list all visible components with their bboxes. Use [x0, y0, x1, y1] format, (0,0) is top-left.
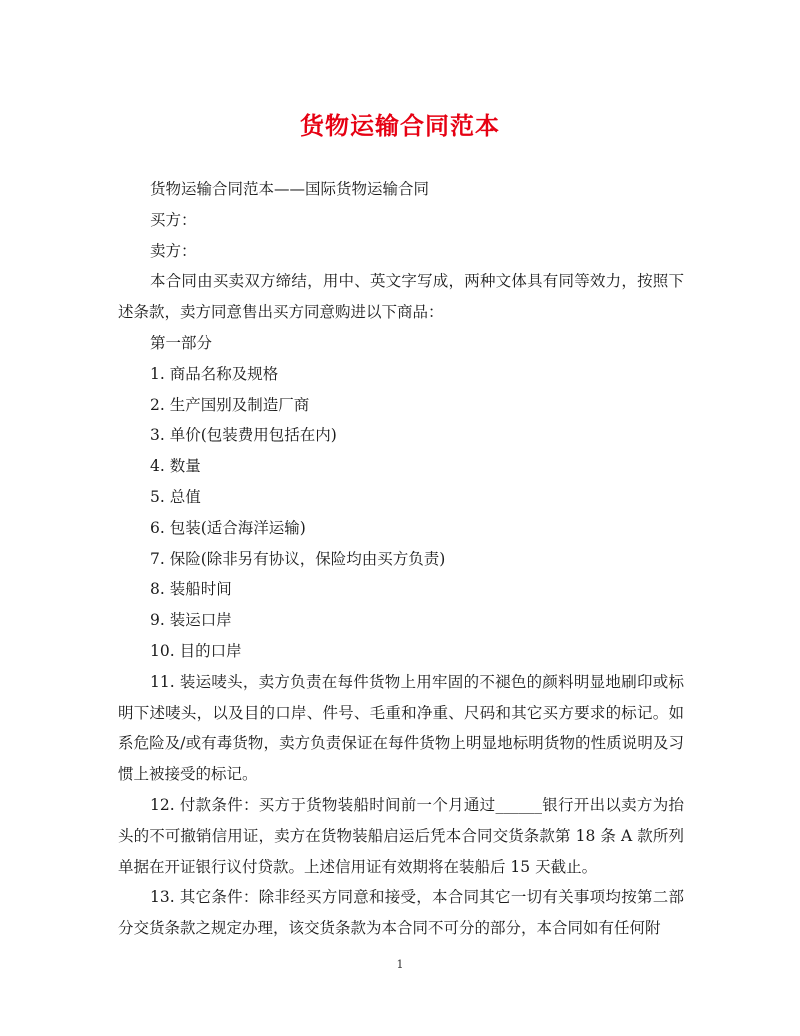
clause-item: 8. 装船时间 — [150, 580, 232, 599]
document-title: 货物运输合同范本 — [300, 112, 500, 140]
page-number: 1 — [396, 958, 404, 971]
payment-terms-clause: 12. 付款条件：买方于货物装船时间前一个月通过______银行开出以卖方为抬头的不可撤销信用证，卖方在货物装船启运后凭本合同交货条款第 18 条 A 款所列单据在开证银行议付贷款。上述信用证有效期将在装船后 15 天截止。 — [118, 795, 684, 876]
clause-item: 3. 单价(包装费用包括在内) — [150, 426, 337, 445]
clause-item: 6. 包装(适合海洋运输) — [150, 518, 306, 537]
clause-item: 10. 目的口岸 — [150, 641, 242, 660]
buyer-line: 买方： — [150, 210, 197, 229]
preamble-paragraph: 本合同由买卖双方缔结，用中、英文字写成，两种文体具有同等效力，按照下述条款，卖方同意售出买方同意购进以下商品： — [118, 272, 684, 322]
clause-item: 4. 数量 — [150, 457, 201, 476]
contract-heading-line: 货物运输合同范本——国际货物运输合同 — [150, 180, 430, 198]
clause-item: 9. 装运口岸 — [150, 611, 232, 630]
clause-item: 5. 总值 — [150, 487, 201, 506]
shipping-marks-clause: 11. 装运唛头，卖方负责在每件货物上用牢固的不褪色的颜料明显地刷印或标明下述唛头，以及目的口岸、件号、毛重和净重、尺码和其它买方要求的标记。如系危险及/或有毒货物，卖方负责保证在每件货物上明显地标明货物的性质说明及习惯上被接受的标记。 — [118, 672, 684, 784]
clause-item: 7. 保险(除非另有协议，保险均由买方负责) — [150, 549, 446, 568]
seller-line: 卖方： — [150, 241, 197, 260]
other-conditions-clause: 13. 其它条件：除非经买方同意和接受，本合同其它一切有关事项均按第二部分交货条款之规定办理，该交货条款为本合同不可分的部分，本合同如有任何附 — [118, 888, 684, 938]
clause-item: 2. 生产国别及制造厂商 — [150, 395, 310, 414]
document-body — [118, 174, 684, 944]
clause-item: 1. 商品名称及规格 — [150, 364, 279, 383]
part-one-heading: 第一部分 — [150, 333, 213, 352]
